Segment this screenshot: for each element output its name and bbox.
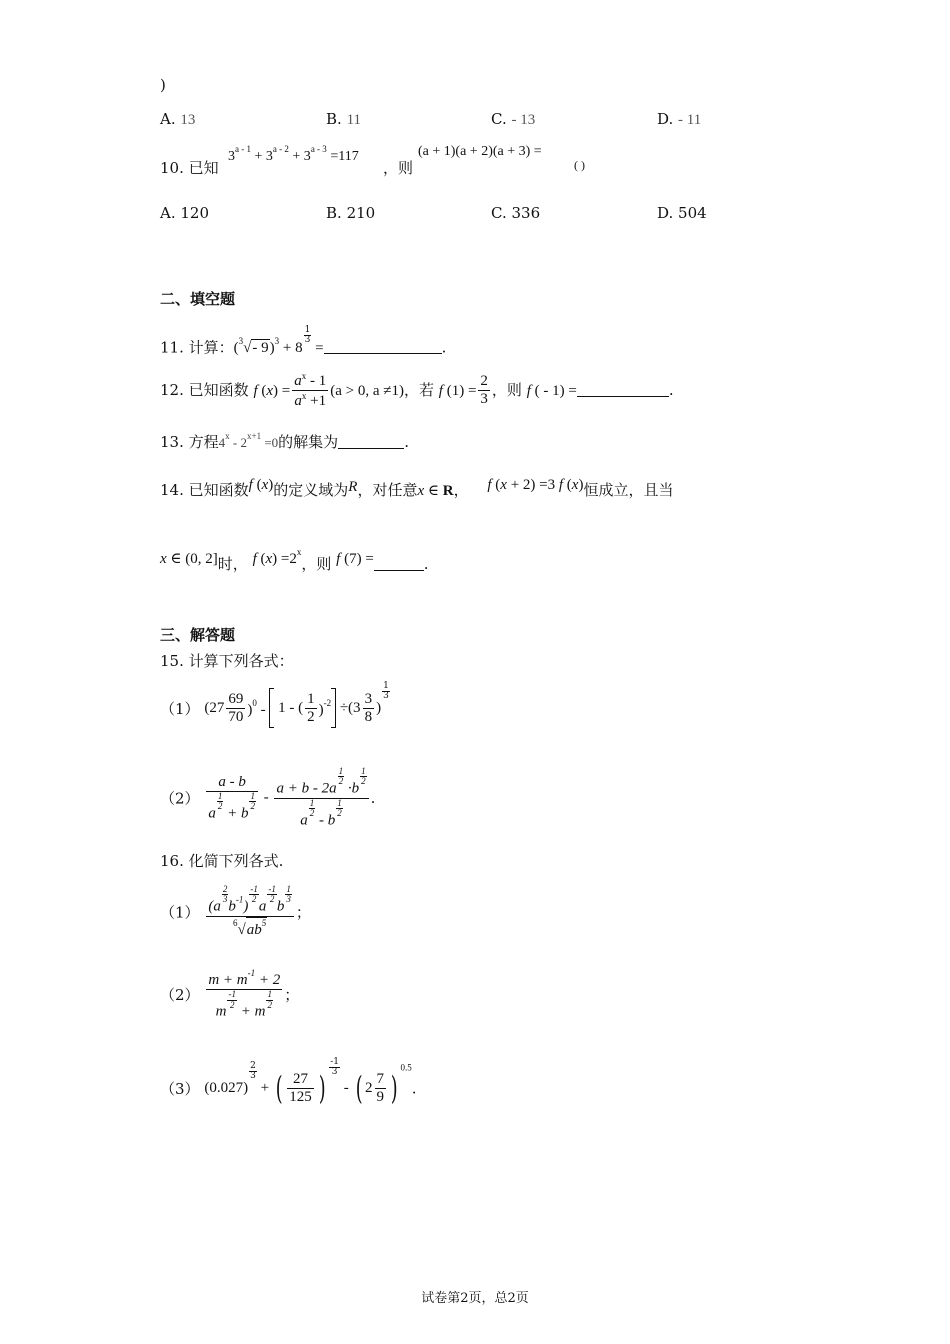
- q10-then: ，则: [383, 159, 414, 177]
- q9-option-c: C. - 13: [491, 110, 536, 128]
- q10-option-b: B. 210: [326, 204, 376, 222]
- q13: 13. 方程$4^x - 2^{x+1} =0$的解集为 .: [160, 431, 409, 451]
- q10-number: 10. 已知: [160, 159, 219, 177]
- q9-option-a: A. 13: [160, 110, 196, 128]
- q16-part1: （1） (a $\frac{2}{3}$ $b^{-1}$) $\frac{-1}{2}$ a $\frac{-1}{2}$ b $\frac{1}{3}$ $^6√ab^5$ ；: [160, 884, 311, 938]
- q9-option-d: D. - 11: [657, 110, 702, 128]
- q16-heading: 16. 化简下列各式.: [160, 852, 284, 870]
- q10-option-a: A. 120: [160, 204, 210, 222]
- q15-heading: 15. 计算下列各式：: [160, 652, 294, 670]
- q11: 11. 计算：($^3$√- 9)$^3$ + 8 $\frac{1}{3}$ = .: [160, 325, 447, 357]
- q15-part1: （1） (27 $\frac{69}{70}$ )$^0$ - 1 - ( $\frac{1}{2}$ )$^{-2}$ ÷(3 $\frac{3}{8}$ ) $\frac{1}{3}$: [160, 682, 390, 728]
- section-fill-blank-title: 二、填空题: [160, 290, 236, 308]
- q10-answer-paren: ( ): [574, 158, 585, 172]
- q16-part3: （3） (0.027) $\frac{2}{3}$ + ( $\frac{27}{125}$ ) $\frac{-1}{3}$ - ( 2 $\frac{7}{9}$ )$^{0.5}$.: [160, 1057, 417, 1108]
- q9-close-paren: ): [160, 76, 166, 94]
- q10-expression: (a + 1)(a + 2)(a + 3) =: [418, 144, 542, 159]
- q16-part2: （2） $m + m^{-1} + 2$ m $\frac{-1}{2}$ + m $\frac{1}{2}$ ；: [160, 968, 300, 1020]
- q10-equation: $3^{a - 1} + 3^{a - 2} + 3^{a - 3} =117$: [228, 144, 359, 164]
- q15-part2: （2） a - b a $\frac{1}{2}$ + b $\frac{1}{2}$ - a + b - 2a $\frac{1}{2}$ ·b $\frac{1}{2}$ a $\frac{1}{2}$ - b $\frac{1}{2}$ .: [160, 766, 376, 829]
- q10-option-c: C. 336: [491, 204, 541, 222]
- q10-option-d: D. 504: [657, 204, 707, 222]
- q12: 12. 已知函数 f (x) = $\frac{a^x - 1}{a^x +1}$ (a > 0, a ≠1)，若 f (1) = $\frac{2}{3}$ ，则 f ( - 1) = .: [160, 371, 674, 410]
- q9-option-b: B. 11: [326, 110, 362, 128]
- section-solve-title: 三、解答题: [160, 626, 236, 644]
- q14-line2: x ∈ (0, 2]时， f $(x) =2^x$，则 f (7) = .: [160, 547, 429, 573]
- q14-line1: 14. 已知函数f (x)的定义域为R，对任意x ∈ R， f (x + 2) =3 f (x)恒成立，且当: [160, 477, 674, 499]
- page-footer: 试卷第2页，总2页: [421, 1291, 529, 1306]
